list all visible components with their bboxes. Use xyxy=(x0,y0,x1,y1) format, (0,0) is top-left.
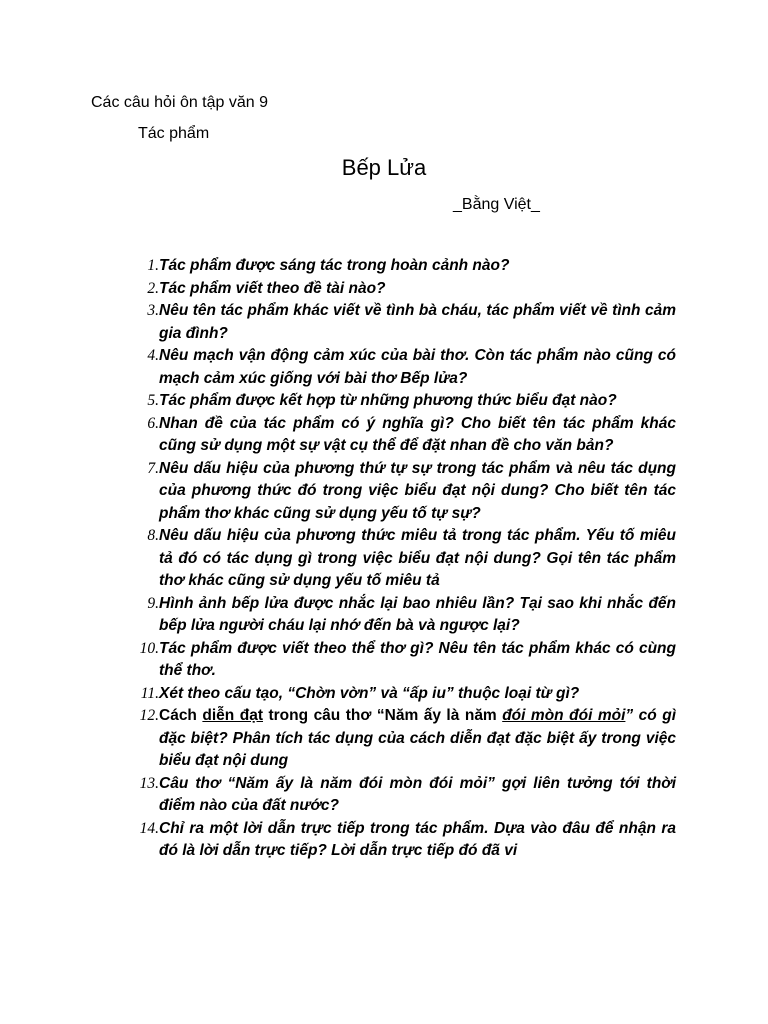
question-text: Chỉ ra một lời dẫn trực tiếp trong tác phẩm. Dựa vào đâu để nhận ra đó là lời dẫn trực tiếp? Lời dẫn trực tiếp đó đã vi xyxy=(159,819,676,859)
list-item xyxy=(124,255,676,278)
question-text: Nêu dấu hiệu của phương thứ tự sự trong tác phẩm và nêu tác dụng của phương thức đó trong việc biểu đạt nội dung? Cho biết tên tác phẩm thơ khác cũng sử dụng yếu tố tự sự? xyxy=(159,459,676,522)
question-text: Câu thơ “Năm ấy là năm đói mòn đói mỏi” gợi liên tưởng tới thời điểm nào của đất nước? xyxy=(159,774,676,814)
question-number: 8. xyxy=(147,527,159,544)
list-item xyxy=(124,525,676,593)
list-item xyxy=(124,390,676,413)
list-item xyxy=(124,705,676,773)
question-text-part: Cách xyxy=(159,707,203,724)
list-item xyxy=(124,638,676,683)
list-item xyxy=(124,773,676,818)
question-number: 7. xyxy=(147,459,159,477)
list-item xyxy=(124,593,676,638)
question-number: 12. xyxy=(139,707,159,724)
underlined-phrase: diễn đạt xyxy=(202,707,263,724)
question-number: 6. xyxy=(147,414,159,432)
question-number: 10. xyxy=(139,639,159,657)
list-item xyxy=(124,683,676,706)
list-item xyxy=(124,300,676,345)
question-number: 2. xyxy=(147,279,159,297)
question-number: 14. xyxy=(139,819,159,837)
question-text: Hình ảnh bếp lửa được nhắc lại bao nhiêu lần? Tại sao khi nhắc đến bếp lửa người cháu lại nhớ đến bà và ngược lại? xyxy=(159,594,676,634)
question-text-part: ” có gì đặc biệt? Phân tích tác dụng của cách diễn đạt đặc biệt ấy trong việc biểu đạt nội dung xyxy=(159,707,676,769)
question-number: 4. xyxy=(147,347,159,364)
question-number: 1. xyxy=(147,257,159,274)
question-text: Tác phẩm được sáng tác trong hoàn cảnh nào? xyxy=(159,257,510,274)
question-text xyxy=(159,705,676,773)
question-text: Xét theo cấu tạo, “Chờn vờn” và “ấp iu” thuộc loại từ gì? xyxy=(159,684,580,702)
list-item xyxy=(124,818,676,863)
section-label: Tác phẩm xyxy=(138,125,210,142)
question-text: Tác phẩm được kết hợp từ những phương thức biểu đạt nào? xyxy=(159,392,617,409)
document-header: Các câu hỏi ôn tập văn 9 xyxy=(91,94,269,111)
question-number: 11. xyxy=(140,684,159,702)
question-number: 9. xyxy=(147,594,159,612)
question-text: Nhan đề của tác phẩm có ý nghĩa gì? Cho biết tên tác phẩm khác cũng sử dụng một sự vật cụ thể để đặt nhan đề cho văn bản? xyxy=(159,414,676,454)
question-text-part: trong câu thơ “Năm ấy là năm xyxy=(263,707,503,724)
question-number: 5. xyxy=(147,392,159,409)
question-text: Tác phẩm viết theo đề tài nào? xyxy=(159,279,386,297)
question-list xyxy=(124,255,676,863)
list-item xyxy=(124,345,676,390)
question-text: Nêu dấu hiệu của phương thức miêu tả trong tác phẩm. Yếu tố miêu tả đó có tác dụng gì trong việc biểu đạt nội dung? Gọi tên tác phẩm thơ khác cũng sử dụng yếu tố miêu tả xyxy=(159,527,676,589)
page-title: Bếp Lửa xyxy=(341,155,427,180)
question-number: 13. xyxy=(139,774,159,792)
question-text: Nêu tên tác phẩm khác viết về tình bà cháu, tác phẩm viết về tình cảm gia đình? xyxy=(159,302,676,342)
underlined-phrase: đói mòn đói mỏi xyxy=(502,707,626,724)
list-item xyxy=(124,413,676,458)
question-text: Nêu mạch vận động cảm xúc của bài thơ. Còn tác phẩm nào cũng có mạch cảm xúc giống với bài thơ Bếp lửa? xyxy=(159,347,676,387)
list-item xyxy=(124,278,676,301)
question-text: Tác phẩm được viết theo thể thơ gì? Nêu tên tác phẩm khác có cùng thể thơ. xyxy=(159,639,676,679)
question-number: 3. xyxy=(147,302,159,319)
author-line: _Bằng Việt_ xyxy=(453,196,540,213)
list-item xyxy=(124,458,676,526)
